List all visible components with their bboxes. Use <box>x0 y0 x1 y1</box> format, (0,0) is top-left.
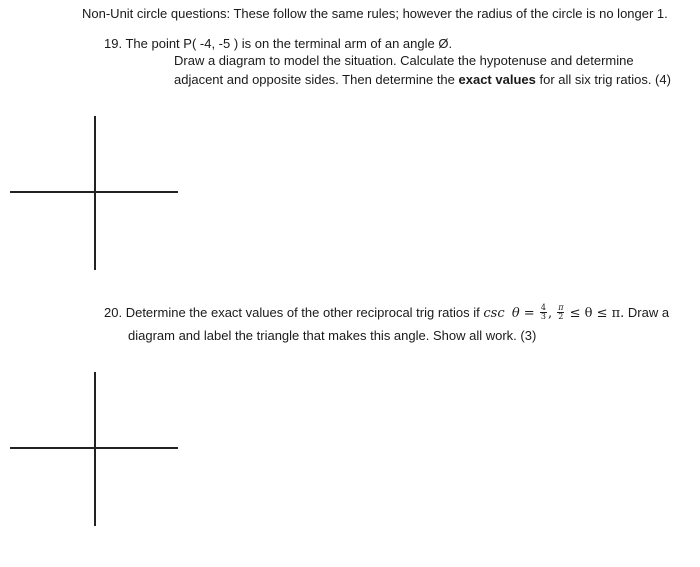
equals-sign: = <box>519 306 539 321</box>
question-20-prompt-end: Draw a <box>624 305 670 320</box>
diagram-1-y-axis <box>94 116 96 270</box>
comma: , <box>547 306 557 321</box>
question-20-instruction-line2: diagram and label the triangle that makes this angle. Show all work. (3) <box>128 328 537 343</box>
angle-inequality: ≤ θ ≤ π. <box>565 306 625 321</box>
question-20-title <box>104 305 669 322</box>
diagram-2-x-axis <box>10 447 178 449</box>
fraction-1-denominator: 3 <box>540 312 546 322</box>
diagram-1-x-axis <box>10 191 178 193</box>
question-19-number: 19. <box>104 36 123 51</box>
question-19-prompt: The point P( -4, -5 ) is on the terminal arm of an angle Ø. <box>125 36 453 51</box>
question-19-instruction-line2 <box>174 72 671 88</box>
question-20-number: 20. <box>104 305 123 320</box>
question-19-instruction-line1: Draw a diagram to model the situation. Calculate the hypotenuse and determine <box>174 53 634 68</box>
section-heading: Non-Unit circle questions: These follow the same rules; however the radius of the circle is no longer 1. <box>82 6 668 21</box>
question-19-line2-end: for all six trig ratios. (4) <box>535 72 671 87</box>
question-19-line2-text: adjacent and opposite sides. Then determine the <box>174 72 459 87</box>
question-20-prompt: Determine the exact values of the other reciprocal trig ratios if <box>125 305 484 320</box>
fraction-2-numerator: π <box>558 303 564 313</box>
fraction-pi-over-two <box>557 304 564 321</box>
fraction-1-numerator: 4 <box>540 303 546 313</box>
fraction-four-thirds <box>540 304 547 321</box>
diagram-2-y-axis <box>94 372 96 526</box>
fraction-2-denominator: 2 <box>558 312 564 322</box>
exact-values-bold: exact values <box>458 72 536 87</box>
question-19-title <box>104 36 452 52</box>
theta-symbol: θ <box>511 306 520 321</box>
csc-function: csc <box>483 306 505 321</box>
